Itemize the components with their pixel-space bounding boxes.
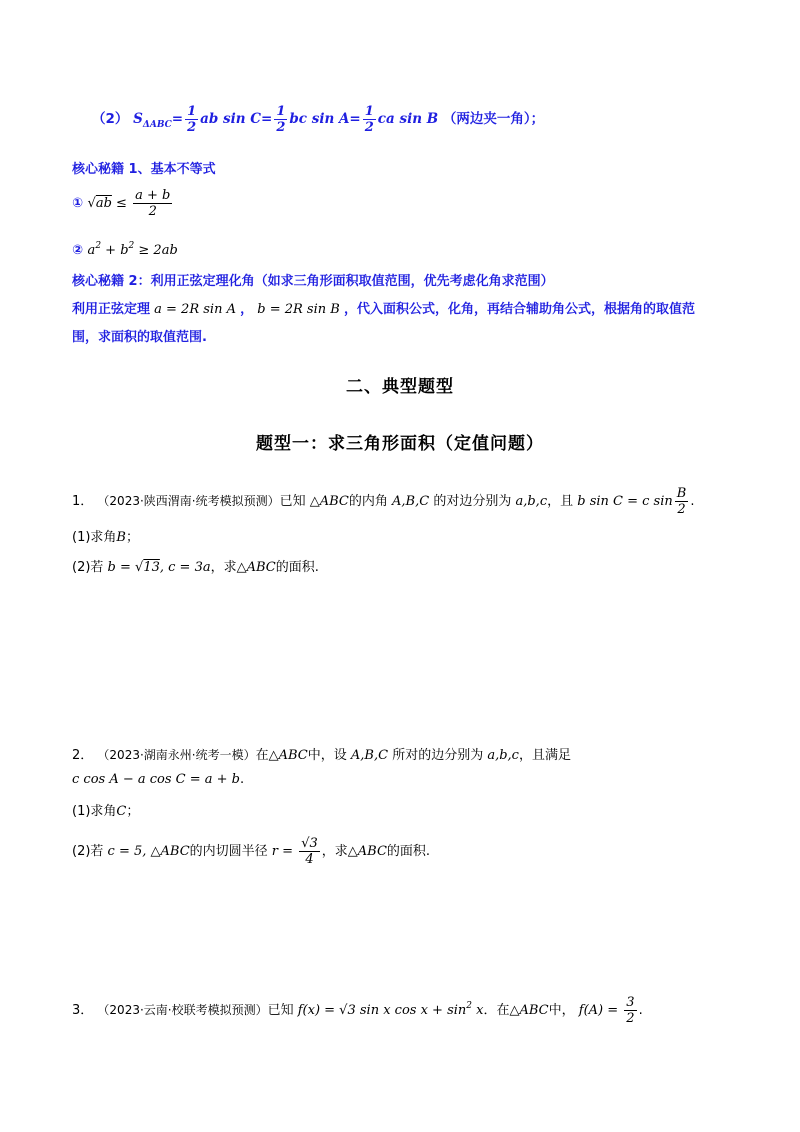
q2-source: （2023·湖南永州·统考一模） <box>97 748 256 762</box>
question-1-part1: (1)求角B； <box>72 530 139 545</box>
question-1-stem: 1． （2023·陕西渭南·统考模拟预测）已知 △ABC的内角 A,B,C 的对边分别为 a,b,c，且 b sin C = c sin $\frac{B}{2}$ . <box>72 486 695 517</box>
secret2-line1: 利用正弦定理 a = 2R sin A ， b = 2R sin B ，代入面积公式，化角，再结合辅助角公式，根据角的取值范 <box>72 302 695 317</box>
q3-number: 3． <box>72 1003 94 1018</box>
item2-marker: ② <box>72 243 84 258</box>
secret2-title: 核心秘籍 2：利用正弦定理化角（如求三角形面积取值范围，优先考虑化角求范围） <box>72 274 554 289</box>
inequality-2: ② $a^2 + b^2 \ge 2ab$ <box>72 241 178 258</box>
question-2-equation: c cos A − a cos C = a + b. <box>72 772 245 787</box>
formula-prefix: （2） <box>92 111 129 127</box>
q1-source: （2023·陕西渭南·统考模拟预测） <box>97 494 280 508</box>
area-formula-line <box>92 104 544 135</box>
q1-number: 1． <box>72 494 94 509</box>
question-2-part2: (2)若 c = 5, △ABC的内切圆半径 r = $\frac{√3}{4}$ ，求△ABC的面积. <box>72 836 431 867</box>
formula-tail: ； <box>530 111 545 127</box>
inequality-1: ① √ab ≤ $\frac{a + b}{2}$ <box>72 188 171 219</box>
question-3-stem: 3． （2023·云南·校联考模拟预测）已知 f(x) = √3 sin x $\cos x + \sin^2 x$．在△ABC中， f(A) = $\frac{3}{2}$ . <box>72 995 643 1026</box>
q2-number: 2． <box>72 748 94 763</box>
area-formula: $S_{\Delta ABC}=$ $\frac{1}{2}$ ab sin C= $\frac{1}{2}$ bc sin A= $\frac{1}{2}$ ca sin B <box>133 104 443 135</box>
question-2-part1: (1)求角C； <box>72 804 140 819</box>
question-type-title: 题型一：求三角形面积（定值问题） <box>256 434 544 454</box>
item1-marker: ① <box>72 196 84 211</box>
question-2-stem: 2． （2023·湖南永州·统考一模）在△ABC中，设 A,B,C 所对的边分别为 a,b,c，且满足 <box>72 748 571 763</box>
secret2-line1-b: ，代入面积公式，化角，再结合辅助角公式，根据角的取值范 <box>343 302 695 317</box>
formula-note: （两边夹一角） <box>442 111 531 127</box>
q3-source: （2023·云南·校联考模拟预测） <box>97 1003 268 1017</box>
secret1-title: 核心秘籍 1、基本不等式 <box>72 162 216 177</box>
question-1-part2: (2)若 b = √13, c = 3a，求△ABC的面积. <box>72 560 319 575</box>
section-title: 二、典型题型 <box>346 377 454 397</box>
secret2-line2: 围，求面积的取值范围. <box>72 330 207 345</box>
secret2-line1-a: 利用正弦定理 <box>72 302 151 317</box>
